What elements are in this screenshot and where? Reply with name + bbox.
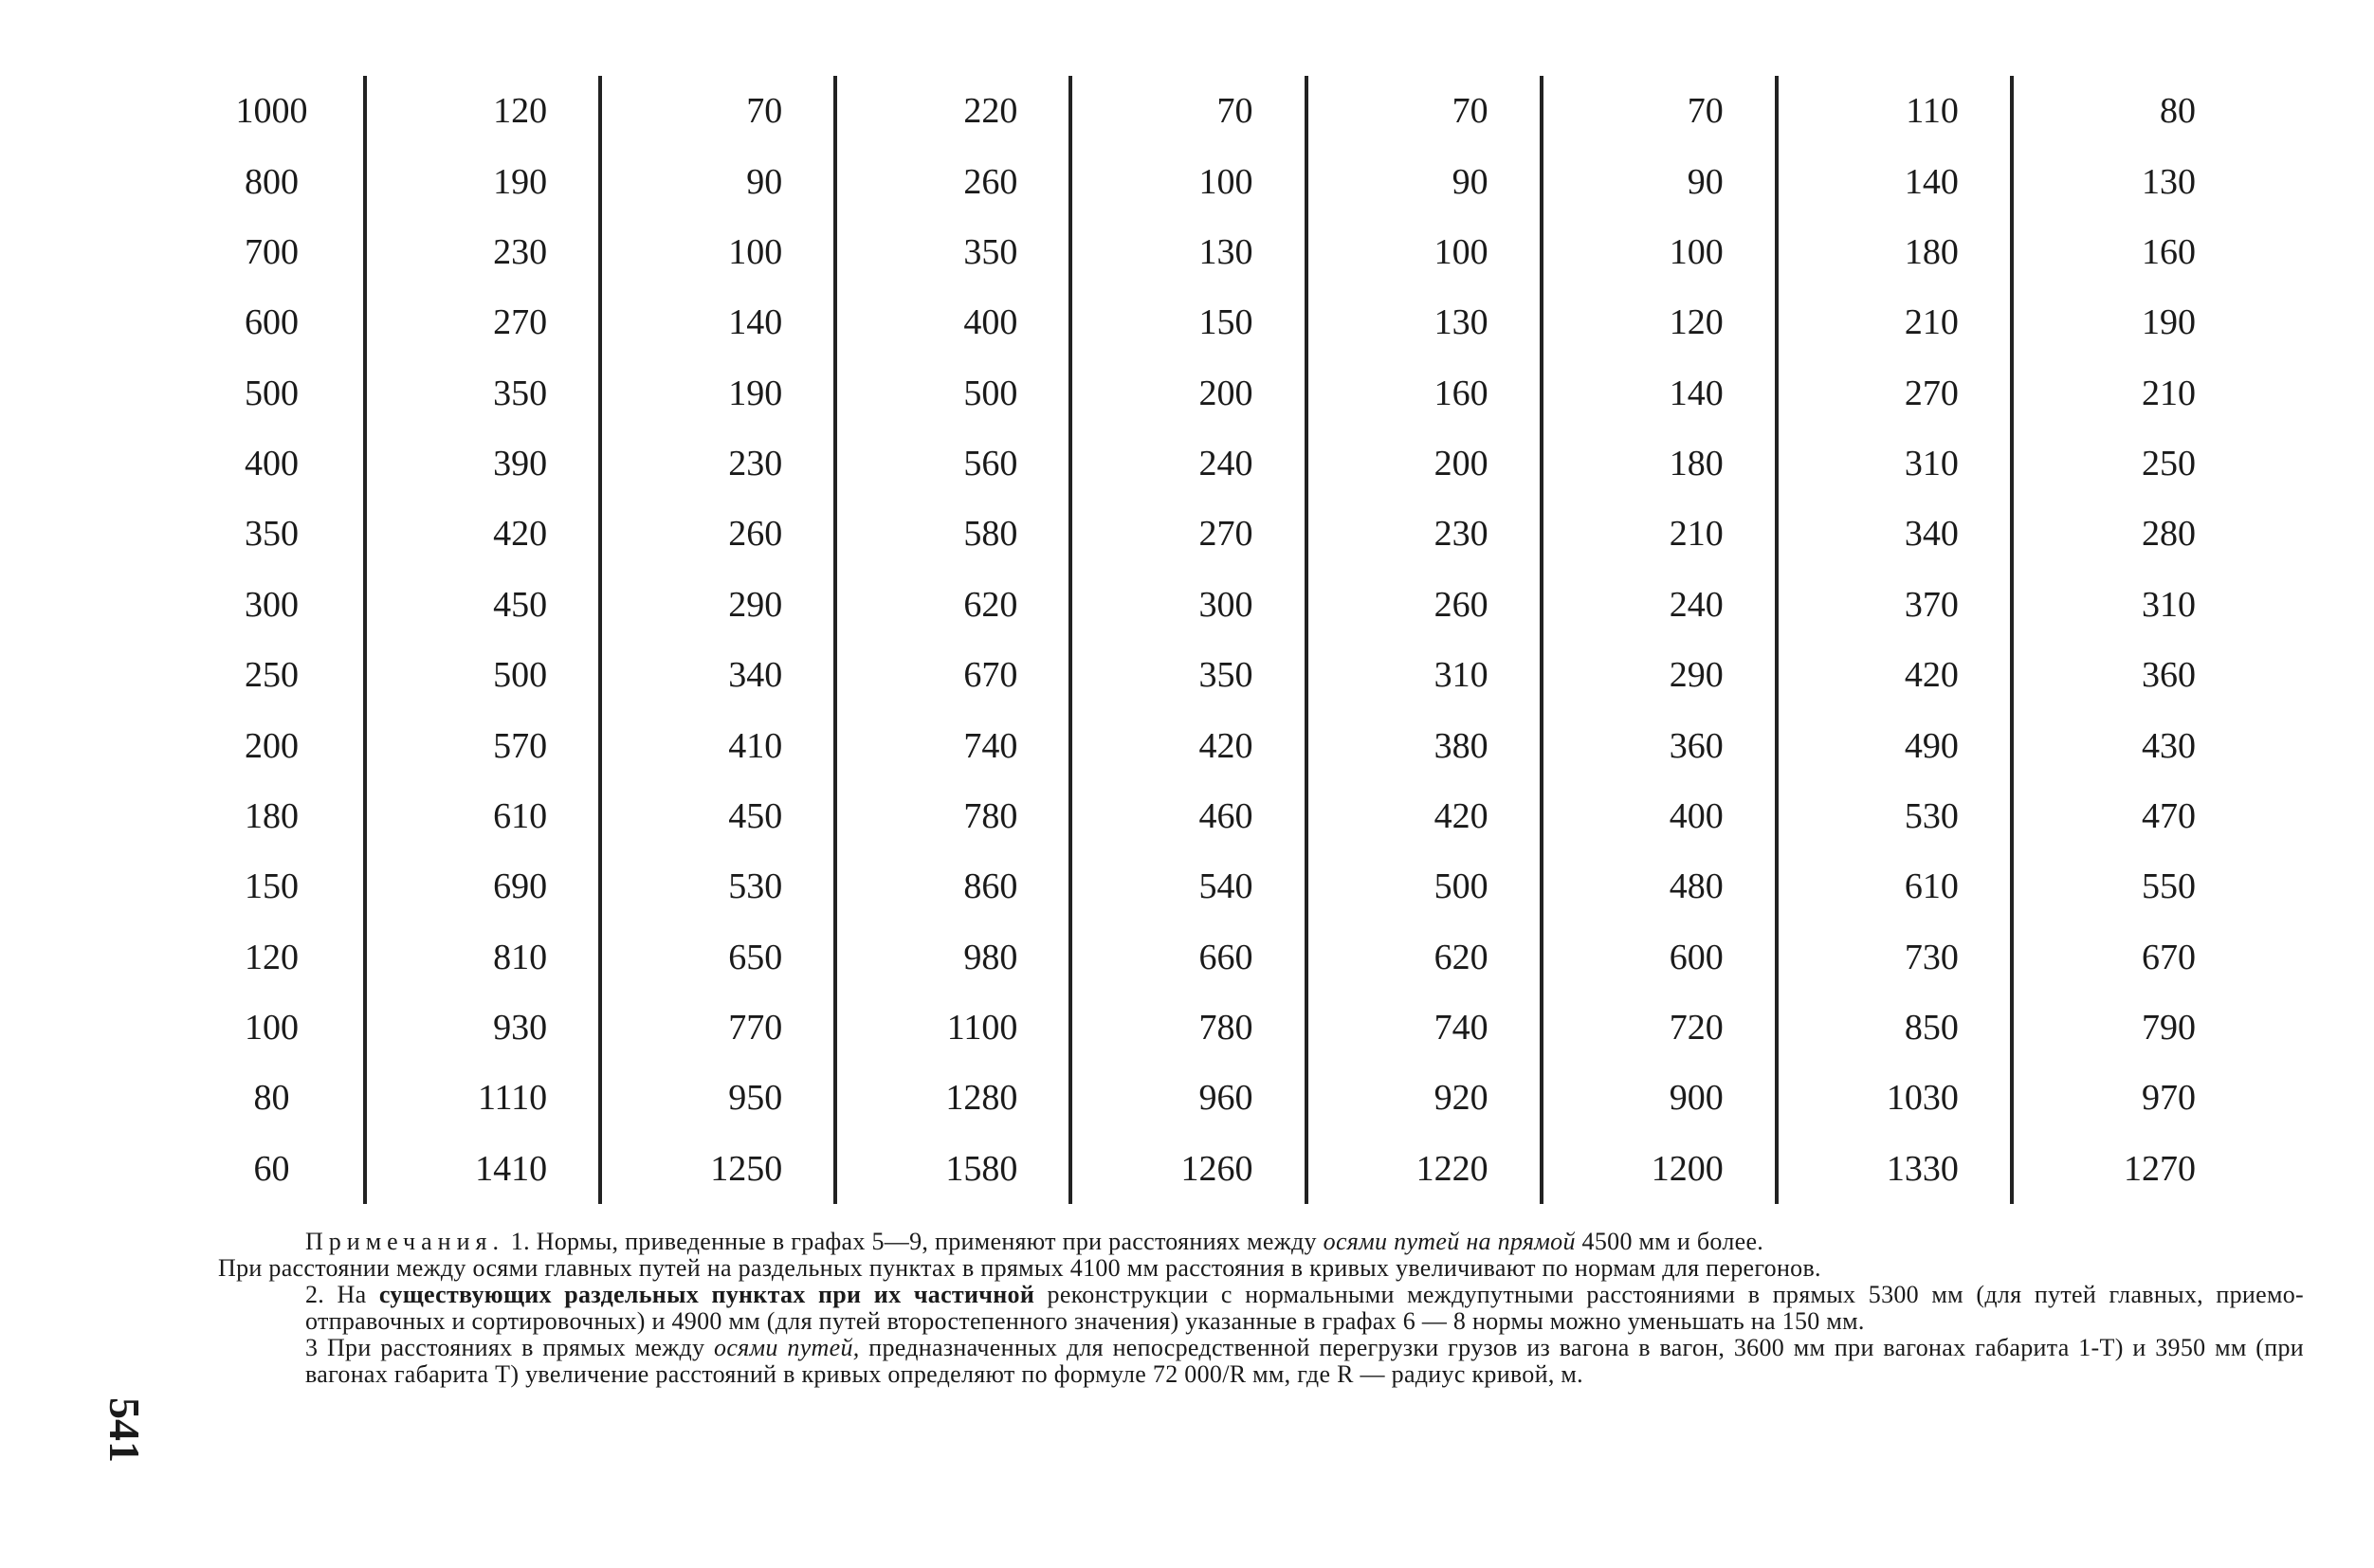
- value-cell: 860: [835, 851, 1070, 921]
- radius-cell: 350: [245, 514, 299, 555]
- radius-cell: 800: [245, 161, 299, 202]
- value-cell: 390: [365, 428, 600, 499]
- value-cell: 100: [600, 217, 835, 287]
- value-cell: 380: [1306, 710, 1542, 780]
- value-cell: 960: [1070, 1063, 1306, 1133]
- value-cell: 920: [1306, 1063, 1542, 1133]
- radius-cell: 120: [245, 937, 299, 977]
- value-cell: 610: [365, 781, 600, 851]
- value-cell: 490: [1777, 710, 2012, 780]
- value-cell: 720: [1542, 993, 1777, 1063]
- value-cell: 100: [1070, 146, 1306, 216]
- value-cell: 90: [1306, 146, 1542, 216]
- table-row: [218, 710, 2247, 780]
- value-cell: 70: [600, 76, 835, 146]
- value-cell: 350: [1070, 640, 1306, 710]
- radius-cell: 180: [245, 795, 299, 836]
- value-cell: 200: [1070, 358, 1306, 428]
- data-grid: [218, 76, 2247, 1204]
- value-cell: 400: [1542, 781, 1777, 851]
- value-cell: 1260: [1070, 1134, 1306, 1204]
- value-cell: 100: [1306, 217, 1542, 287]
- value-cell: 420: [1070, 710, 1306, 780]
- radius-cell: 80: [253, 1078, 290, 1119]
- radius-cell: 1000: [235, 91, 308, 132]
- value-cell: 470: [2012, 781, 2247, 851]
- value-cell: 140: [1542, 358, 1777, 428]
- value-cell: 70: [1306, 76, 1542, 146]
- value-cell: 1030: [1777, 1063, 2012, 1133]
- value-cell: 540: [1070, 851, 1306, 921]
- note-2: 2. На существующих раздельных пунктах при их частичной реконструкции с нормальными междупутными расстояниями в прямых 5300 мм (для путей главных, приемо-отправочных и сортировочных) и 4900 мм (для путей второстепенного значения) указанные в графах 6 — 8 нормы можно уменьшать на 150 мм.: [305, 1281, 2304, 1335]
- radius-cell: 700: [245, 231, 299, 272]
- value-cell: 120: [1542, 287, 1777, 357]
- value-cell: 900: [1542, 1063, 1777, 1133]
- value-cell: 410: [600, 710, 835, 780]
- value-cell: 190: [2012, 287, 2247, 357]
- value-cell: 770: [600, 993, 835, 1063]
- value-cell: 530: [1777, 781, 2012, 851]
- value-cell: 300: [1070, 570, 1306, 640]
- value-cell: 360: [2012, 640, 2247, 710]
- value-cell: 80: [2012, 76, 2247, 146]
- table-row: [218, 146, 2247, 216]
- value-cell: 480: [1542, 851, 1777, 921]
- radius-cell: 250: [245, 655, 299, 696]
- value-cell: 420: [1306, 781, 1542, 851]
- value-cell: 340: [600, 640, 835, 710]
- value-cell: 790: [2012, 993, 2247, 1063]
- value-cell: 90: [600, 146, 835, 216]
- value-cell: 190: [600, 358, 835, 428]
- radius-distance-table: [218, 76, 2247, 1204]
- value-cell: 670: [835, 640, 1070, 710]
- value-cell: 130: [1306, 287, 1542, 357]
- note-1-continuation: При расстоянии между осями главных путей на раздельных пунктах в прямых 4100 мм расстояния в кривых увеличивают по нормам для перегонов.: [218, 1254, 1821, 1282]
- table-row: [218, 922, 2247, 993]
- radius-cell: 400: [245, 444, 299, 484]
- value-cell: 260: [600, 499, 835, 569]
- value-cell: 310: [1777, 428, 2012, 499]
- value-cell: 190: [365, 146, 600, 216]
- value-cell: 780: [1070, 993, 1306, 1063]
- value-cell: 100: [1542, 217, 1777, 287]
- value-cell: 270: [365, 287, 600, 357]
- value-cell: 850: [1777, 993, 2012, 1063]
- value-cell: 350: [835, 217, 1070, 287]
- value-cell: 210: [1542, 499, 1777, 569]
- value-cell: 160: [2012, 217, 2247, 287]
- value-cell: 130: [2012, 146, 2247, 216]
- value-cell: 500: [1306, 851, 1542, 921]
- table-row: [218, 851, 2247, 921]
- table-row: [218, 217, 2247, 287]
- value-cell: 90: [1542, 146, 1777, 216]
- value-cell: 810: [365, 922, 600, 993]
- value-cell: 180: [1777, 217, 2012, 287]
- table-row: [218, 993, 2247, 1063]
- value-cell: 310: [2012, 570, 2247, 640]
- value-cell: 620: [1306, 922, 1542, 993]
- value-cell: 1330: [1777, 1134, 2012, 1204]
- value-cell: 690: [365, 851, 600, 921]
- value-cell: 200: [1306, 428, 1542, 499]
- value-cell: 780: [835, 781, 1070, 851]
- value-cell: 610: [1777, 851, 2012, 921]
- radius-cell: 150: [245, 866, 299, 907]
- note-3: 3 При расстояниях в прямых между осями путей, предназначенных для непосредственной перегрузки грузов из вагона в вагон, 3600 мм при вагонах габарита 1-Т) и 3950 мм (при вагонах габарита Т) увеличение расстояний в кривых определяют по формуле 72 000/R мм, где R — радиус кривой, м.: [305, 1334, 2304, 1388]
- value-cell: 270: [1777, 358, 2012, 428]
- value-cell: 550: [2012, 851, 2247, 921]
- radius-cell: 300: [245, 584, 299, 625]
- value-cell: 1270: [2012, 1134, 2247, 1204]
- value-cell: 670: [2012, 922, 2247, 993]
- value-cell: 230: [600, 428, 835, 499]
- value-cell: 230: [365, 217, 600, 287]
- table-row: [218, 358, 2247, 428]
- value-cell: 420: [1777, 640, 2012, 710]
- table-row: [218, 640, 2247, 710]
- value-cell: 970: [2012, 1063, 2247, 1133]
- table-row: [218, 781, 2247, 851]
- table-notes: [218, 1229, 2304, 1388]
- value-cell: 460: [1070, 781, 1306, 851]
- value-cell: 730: [1777, 922, 2012, 993]
- radius-cell: 100: [245, 1008, 299, 1048]
- value-cell: 1200: [1542, 1134, 1777, 1204]
- value-cell: 530: [600, 851, 835, 921]
- value-cell: 130: [1070, 217, 1306, 287]
- radius-cell: 200: [245, 725, 299, 766]
- value-cell: 140: [1777, 146, 2012, 216]
- notes-heading: Примечания.: [305, 1228, 504, 1255]
- value-cell: 110: [1777, 76, 2012, 146]
- value-cell: 340: [1777, 499, 2012, 569]
- table-row: [218, 1134, 2247, 1204]
- value-cell: 600: [1542, 922, 1777, 993]
- value-cell: 740: [1306, 993, 1542, 1063]
- table-row: [218, 570, 2247, 640]
- page-number: 541: [100, 1397, 149, 1463]
- value-cell: 1580: [835, 1134, 1070, 1204]
- value-cell: 120: [365, 76, 600, 146]
- value-cell: 950: [600, 1063, 835, 1133]
- value-cell: 1100: [835, 993, 1070, 1063]
- table-row: [218, 428, 2247, 499]
- radius-cell: 600: [245, 302, 299, 343]
- value-cell: 270: [1070, 499, 1306, 569]
- value-cell: 560: [835, 428, 1070, 499]
- value-cell: 140: [600, 287, 835, 357]
- value-cell: 980: [835, 922, 1070, 993]
- value-cell: 240: [1542, 570, 1777, 640]
- value-cell: 400: [835, 287, 1070, 357]
- table-row: [218, 287, 2247, 357]
- value-cell: 620: [835, 570, 1070, 640]
- value-cell: 350: [365, 358, 600, 428]
- value-cell: 1110: [365, 1063, 600, 1133]
- value-cell: 210: [2012, 358, 2247, 428]
- value-cell: 290: [600, 570, 835, 640]
- table-row: [218, 1063, 2247, 1133]
- value-cell: 650: [600, 922, 835, 993]
- value-cell: 570: [365, 710, 600, 780]
- value-cell: 290: [1542, 640, 1777, 710]
- value-cell: 1410: [365, 1134, 600, 1204]
- table-row: [218, 76, 2247, 146]
- value-cell: 740: [835, 710, 1070, 780]
- value-cell: 420: [365, 499, 600, 569]
- value-cell: 250: [2012, 428, 2247, 499]
- value-cell: 430: [2012, 710, 2247, 780]
- value-cell: 230: [1306, 499, 1542, 569]
- note-1: Примечания. 1. Нормы, приведенные в графах 5—9, применяют при расстояниях между осями путей на прямой 4500 мм и более.: [305, 1228, 1764, 1255]
- table-row: [218, 499, 2247, 569]
- value-cell: 150: [1070, 287, 1306, 357]
- value-cell: 260: [835, 146, 1070, 216]
- value-cell: 1280: [835, 1063, 1070, 1133]
- value-cell: 310: [1306, 640, 1542, 710]
- value-cell: 240: [1070, 428, 1306, 499]
- radius-cell: 60: [253, 1148, 290, 1189]
- value-cell: 260: [1306, 570, 1542, 640]
- value-cell: 210: [1777, 287, 2012, 357]
- value-cell: 370: [1777, 570, 2012, 640]
- value-cell: 360: [1542, 710, 1777, 780]
- value-cell: 500: [835, 358, 1070, 428]
- value-cell: 1220: [1306, 1134, 1542, 1204]
- value-cell: 580: [835, 499, 1070, 569]
- value-cell: 450: [365, 570, 600, 640]
- value-cell: 180: [1542, 428, 1777, 499]
- value-cell: 500: [365, 640, 600, 710]
- value-cell: 660: [1070, 922, 1306, 993]
- value-cell: 450: [600, 781, 835, 851]
- radius-cell: 500: [245, 373, 299, 413]
- value-cell: 280: [2012, 499, 2247, 569]
- value-cell: 160: [1306, 358, 1542, 428]
- value-cell: 70: [1070, 76, 1306, 146]
- value-cell: 1250: [600, 1134, 835, 1204]
- value-cell: 220: [835, 76, 1070, 146]
- value-cell: 70: [1542, 76, 1777, 146]
- value-cell: 930: [365, 993, 600, 1063]
